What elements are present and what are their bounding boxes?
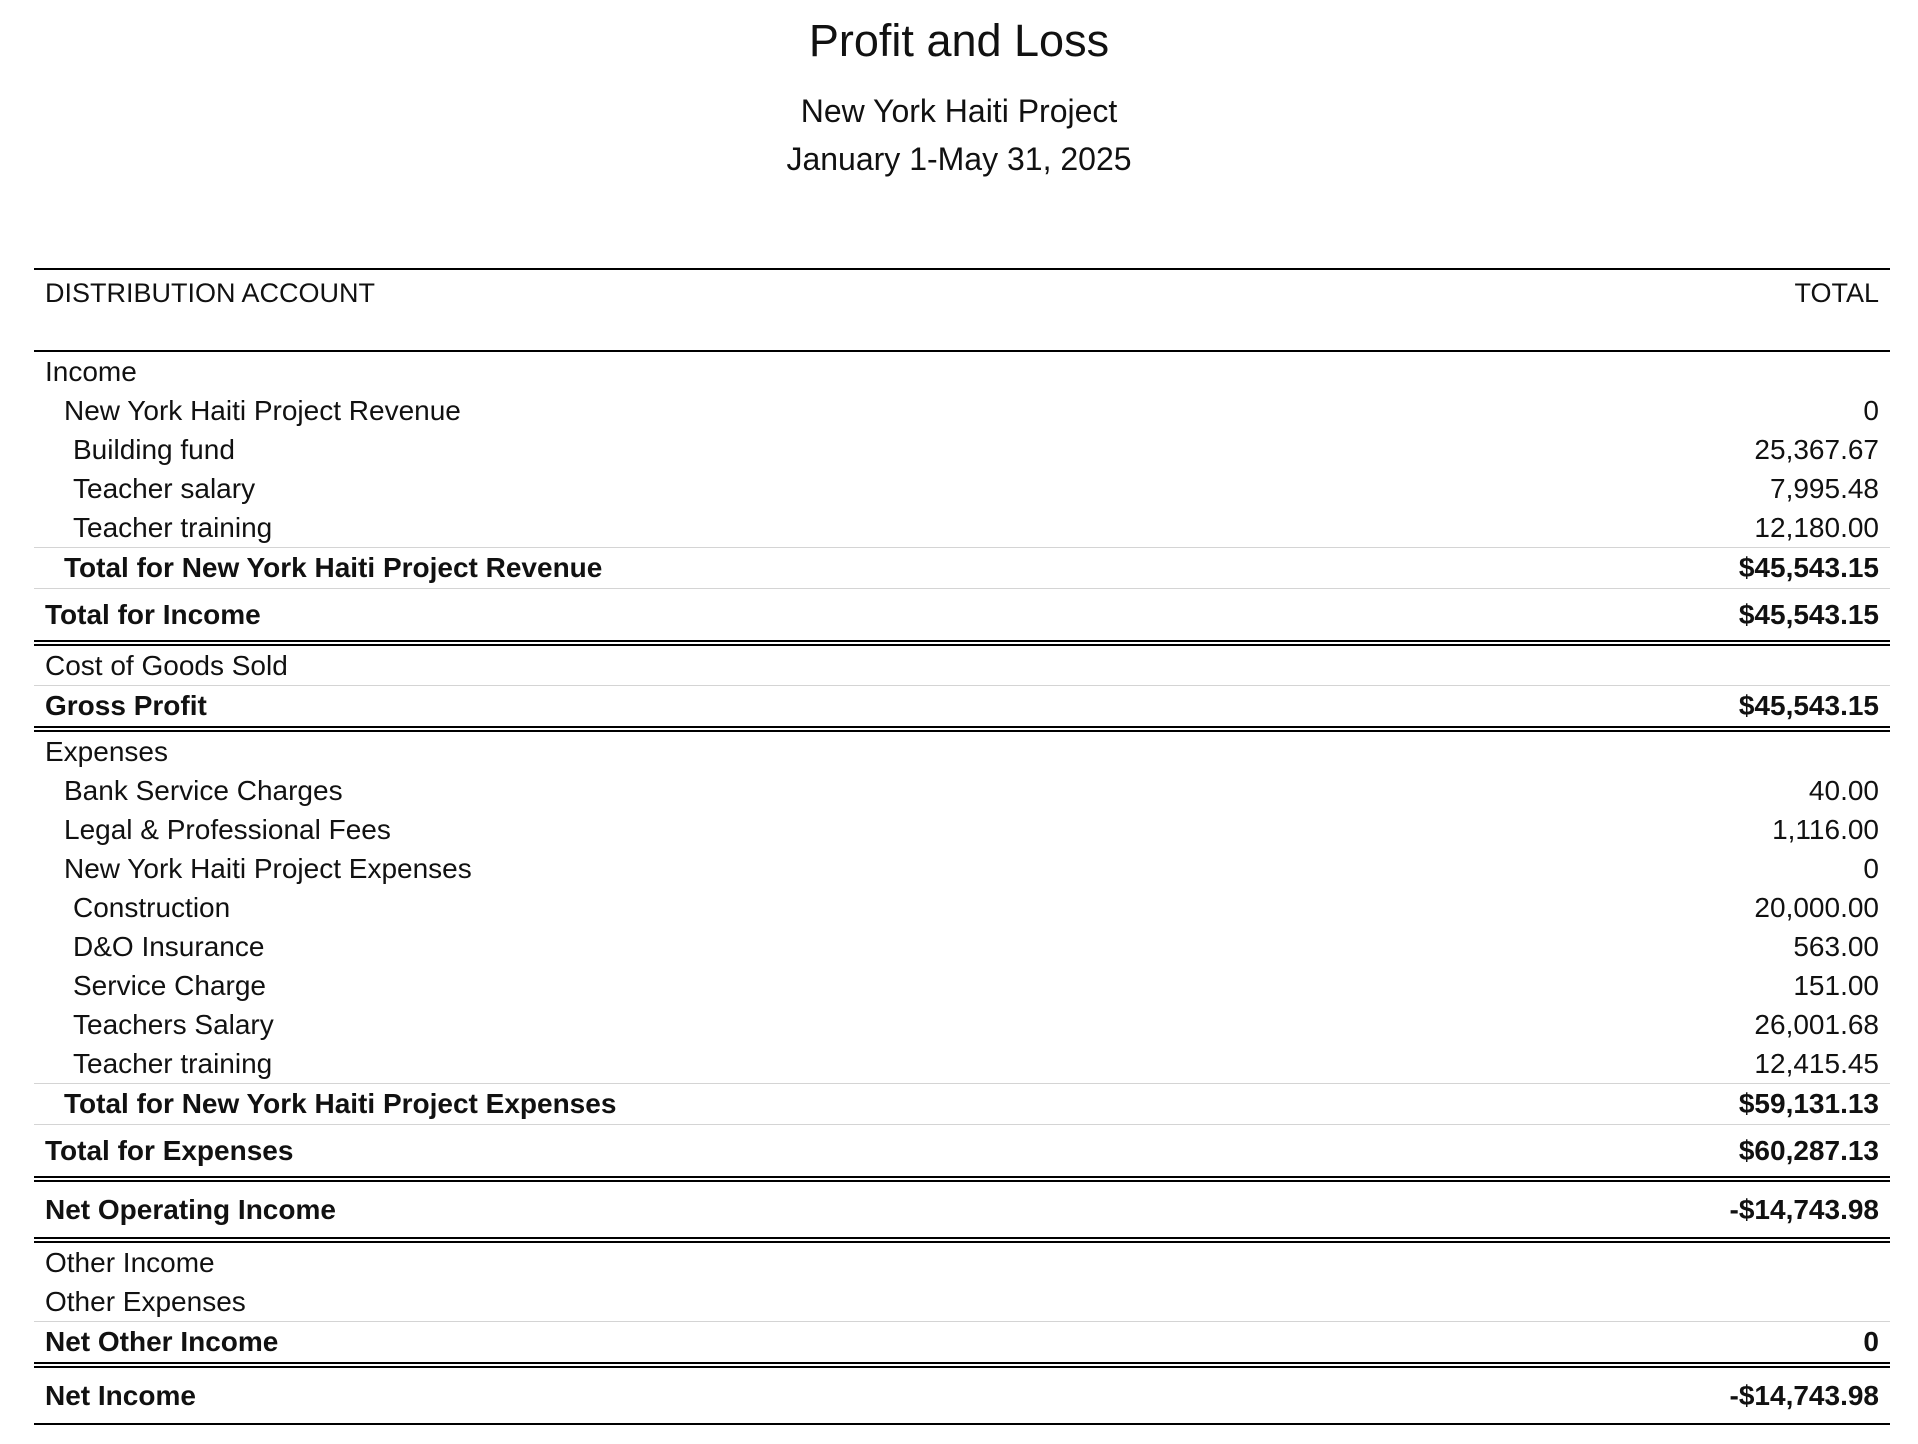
row-label: Net Other Income: [45, 1326, 279, 1357]
row-amount: $45,543.15: [1738, 690, 1879, 721]
column-header-total: TOTAL: [1794, 278, 1879, 308]
row-amount: 20,000.00: [1754, 891, 1879, 923]
row-label: New York Haiti Project Revenue: [64, 394, 461, 426]
row-label: Bank Service Charges: [64, 774, 343, 806]
row-label: Total for Expenses: [45, 1134, 294, 1166]
row-label: Total for New York Haiti Project Revenue: [64, 552, 603, 583]
row-label: Building fund: [73, 433, 235, 465]
account-row: [34, 430, 1890, 469]
row-label: Income: [45, 355, 137, 387]
company-name: New York Haiti Project: [800, 93, 1118, 129]
report-period: January 1-May 31, 2025: [786, 141, 1132, 177]
row-label: Total for New York Haiti Project Expenses: [64, 1088, 617, 1119]
row-amount: $45,543.15: [1738, 598, 1879, 630]
row-label: Gross Profit: [45, 690, 207, 721]
row-label: Other Expenses: [45, 1285, 246, 1317]
row-amount: 7,995.48: [1770, 472, 1879, 504]
row-label: Other Income: [45, 1246, 215, 1278]
row-amount: 0: [1863, 1326, 1879, 1357]
row-amount: 12,415.45: [1754, 1047, 1879, 1079]
account-row: [34, 771, 1890, 810]
total-row: [34, 1124, 1890, 1176]
account-row: [34, 966, 1890, 1005]
row-amount: 0: [1863, 852, 1879, 884]
subtotal-row: [34, 1083, 1890, 1124]
net-income-row: [34, 1362, 1890, 1425]
row-label: Cost of Goods Sold: [45, 649, 288, 681]
account-row: [34, 469, 1890, 508]
row-label: Teacher training: [73, 511, 273, 543]
row-label: Teachers Salary: [73, 1008, 274, 1040]
row-label: Teacher salary: [73, 472, 256, 504]
report-table: [34, 268, 1890, 1425]
section-header-cogs: [34, 640, 1890, 685]
row-label: Teacher training: [73, 1047, 273, 1079]
account-row: [34, 927, 1890, 966]
gross-profit-row: [34, 685, 1890, 726]
column-header-row: [34, 268, 1890, 352]
account-row: [34, 810, 1890, 849]
net-other-income-row: [34, 1321, 1890, 1362]
row-label: Net Income: [45, 1379, 196, 1411]
account-row: [34, 1044, 1890, 1083]
row-amount: -$14,743.98: [1729, 1193, 1879, 1225]
row-amount: 151.00: [1793, 969, 1879, 1001]
account-row: [34, 849, 1890, 888]
row-label: Legal & Professional Fees: [64, 813, 391, 845]
section-header-income: [34, 352, 1890, 391]
row-amount: $59,131.13: [1738, 1088, 1879, 1119]
section-header-expenses: [34, 726, 1890, 771]
row-amount: $45,543.15: [1738, 552, 1879, 583]
report-title: Profit and Loss: [808, 15, 1110, 66]
row-label: Net Operating Income: [45, 1193, 336, 1225]
account-row: [34, 888, 1890, 927]
row-amount: 12,180.00: [1754, 511, 1879, 543]
row-amount: 40.00: [1808, 774, 1879, 806]
section-header-other-expenses: [34, 1282, 1890, 1321]
row-amount: 26,001.68: [1754, 1008, 1879, 1040]
row-amount: 0: [1863, 394, 1879, 426]
column-header-account: DISTRIBUTION ACCOUNT: [45, 278, 376, 308]
row-amount: 25,367.67: [1754, 433, 1879, 465]
account-row: [34, 508, 1890, 547]
row-label: D&O Insurance: [73, 930, 265, 962]
row-amount: 563.00: [1793, 930, 1879, 962]
row-label: Total for Income: [45, 598, 261, 630]
row-label: Construction: [73, 891, 231, 923]
account-row: [34, 1005, 1890, 1044]
row-amount: $60,287.13: [1738, 1134, 1879, 1166]
row-label: Expenses: [45, 735, 168, 767]
row-label: Service Charge: [73, 969, 266, 1001]
row-label: New York Haiti Project Expenses: [64, 852, 472, 884]
section-header-other-income: [34, 1237, 1890, 1282]
row-amount: -$14,743.98: [1729, 1379, 1879, 1411]
account-row: [34, 391, 1890, 430]
subtotal-row: [34, 547, 1890, 588]
net-operating-income-row: [34, 1176, 1890, 1237]
total-row: [34, 588, 1890, 640]
row-amount: 1,116.00: [1772, 813, 1879, 845]
